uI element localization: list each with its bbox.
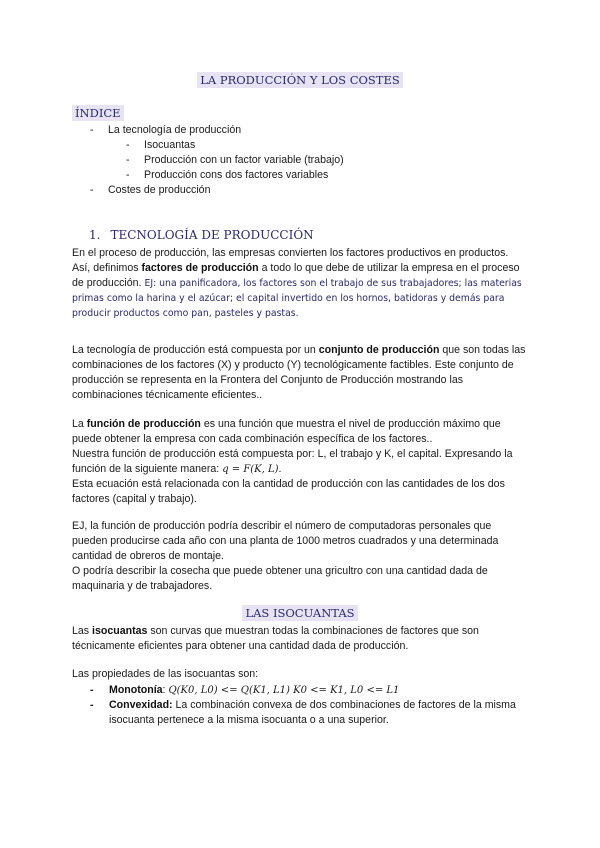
table-of-contents: [72, 123, 528, 198]
index-heading: ÍNDICE: [72, 106, 124, 122]
paragraph-factors: Así, definimos factores de producción a todo lo que debe de utilizar la empresa en el proceso de producción. EJ: una panificadora, los factores son el trabajo de sus trabajadores; las materias primas como la harina y el azúcar; el capital invertido en los hornos, batidoras y demás para producir productos como pan, pasteles y pastas.: [72, 262, 522, 319]
paragraph-isocuantas: Las isocuantas son curvas que muestran todas la combinaciones de factores que son técnicamente eficientes para obtener una cantidad dada de producción.: [72, 625, 479, 652]
toc-item: - Costes de producción: [90, 184, 211, 196]
paragraph-production-set: La tecnología de producción está compuesta por un conjunto de producción que son todas las combinaciones de los factores (X) y producto (Y) tecnológicamente factibles. Este conjunto de producción se representa en la Frontera del Conjunto de Producción mostrando las combinaciones técnicamente eficientes..: [72, 344, 526, 401]
section-heading: 1. TECNOLOGÍA DE PRODUCCIÓN: [89, 228, 314, 242]
monotonia-formula: Q(K0, L0) <= Q(K1, L1) K0 <= K1, L0 <= L1: [168, 685, 400, 696]
paragraph-example: EJ, la función de producción podría describir el número de computadoras personales que pueden producirse cada año con una planta de 1000 metros cuadrados y una determinada cantidad de obreros de montaje. O podría describir la cosecha que puede obtener una gricultro con una cantidad dada de maquinaria y de trabajadores.: [72, 520, 499, 592]
properties-list: [72, 683, 528, 728]
toc-item: - Producción con un factor variable (trabajo): [126, 154, 344, 166]
isocuantas-heading: LAS ISOCUANTAS: [72, 606, 528, 622]
paragraph-intro: En el proceso de producción, las empresas convierten los factores productivos en productos. Así, definimos factores de producción a todo lo que debe de utilizar la empresa en el proceso de producción. EJ: una panificadora, los factores son el trabajo de sus trabajadores; las materias primas como la harina y el azúcar; el capital invertido en los hornos, batidoras y demás para producir productos como pan, pasteles y pastas.: [72, 246, 528, 321]
list-item-convexidad: - Convexidad: La combinación convexa de dos combinaciones de factores de la misma isocuanta pertenece a la misma isocuanta o a una superior.: [90, 699, 516, 726]
production-formula: q = F(K, L): [222, 464, 279, 475]
toc-item: - La tecnología de producción: [90, 124, 242, 136]
paragraph-formula: Nuestra función de producción está compuesta por: L, el trabajo y K, el capital. Expresando la función de la siguiente manera: q = F(K, L).: [72, 448, 513, 475]
paragraph-properties-intro: Las propiedades de las isocuantas son:: [72, 668, 259, 680]
toc-item: - Producción cons dos factores variables: [126, 169, 329, 181]
toc-item: - Isocuantas: [126, 139, 196, 151]
paragraph-production-function: La función de producción es una función que muestra el nivel de producción máximo que puede obtener la empresa con cada combinación específica de los factores.. Nuestra función de producción está compuesta por: L, el trabajo y K, el capital. Expresando la función de la siguiente manera: q = F(K, L). Esta ecuación está relacionada con la cantidad de producción con las cantidades de los dos factores (capital y trabajo).: [72, 417, 528, 507]
list-item-monotonia: - Monotonía: Q(K0, L0) <= Q(K1, L1) K0 <= K1, L0 <= L1: [90, 684, 400, 696]
document-title: LA PRODUCCIÓN Y LOS COSTES: [72, 73, 528, 89]
